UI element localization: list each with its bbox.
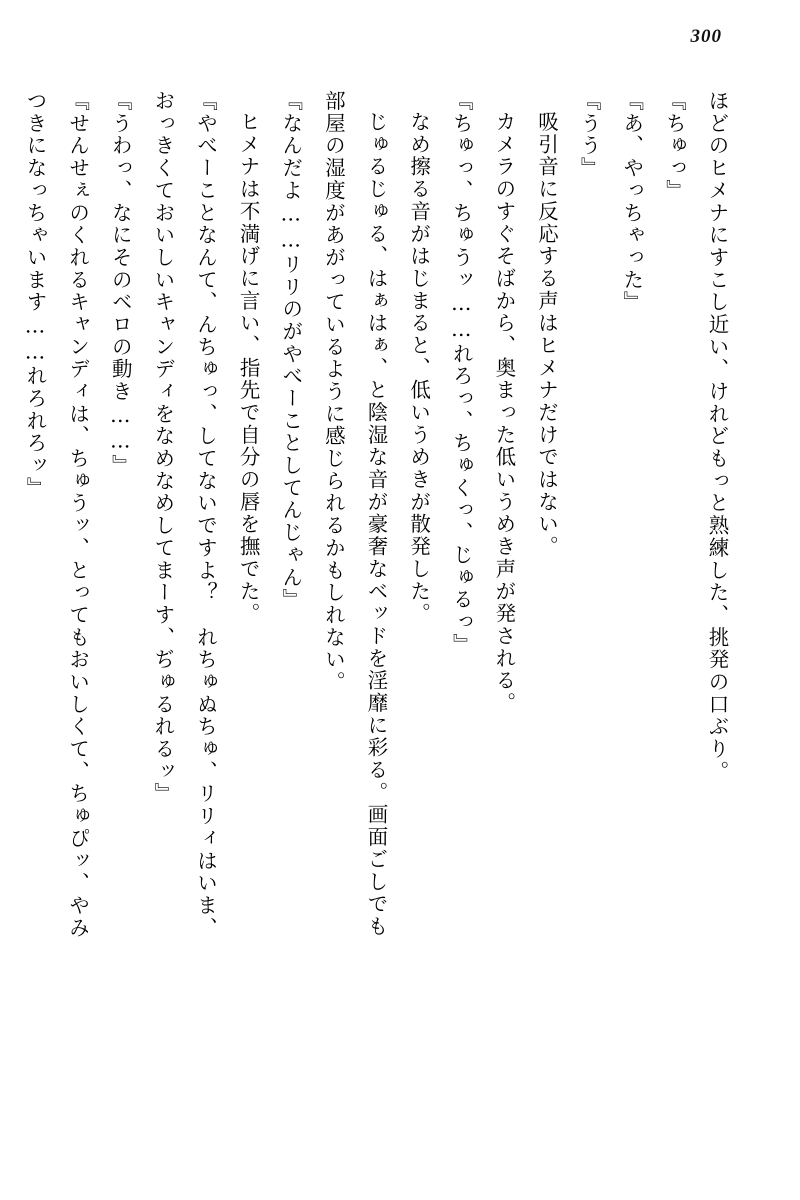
text-line: おっきくておいしいキャンディをなめなめしてまーす、ぢゅるれるッ』 [150, 90, 175, 806]
text-line: カメラのすぐそばから、奥まった低いうめき声が発される。 [491, 110, 516, 714]
text-line: じゅるじゅる、はぁはぁ、と陰湿な音が豪奢なベッドを淫靡に彩る。画面ごしでも [364, 110, 388, 938]
text-line: 『うう』 [577, 90, 602, 180]
text-line: 吸引音に反応する声はヒメナだけではない。 [534, 110, 559, 558]
text-line: 『うわっ、なにそのベロの動き……』 [108, 90, 133, 477]
text-line: 『やべーことなんて、んちゅっ、してないですよ？ れちゅぬちゅ、リリィはいま、 [193, 90, 218, 940]
text-line: 部屋の湿度があがっているように感じられるかもしれない。 [321, 90, 346, 694]
text-line: 『なんだよ……リリのがやべーことしてんじゃん』 [278, 90, 303, 611]
text-line: 『ちゅっ』 [662, 90, 687, 202]
text-line: 『せんせぇのくれるキャンディは、ちゅうッ、とってもおいしくて、ちゅぴッ、やみ [65, 90, 90, 940]
text-line: つきになっちゃいます……れろれろッ』 [23, 90, 47, 500]
text-line: ほどのヒメナにすこし近い、けれどもっと熟練した、挑発の口ぶり。 [705, 90, 729, 783]
text-line: ヒメナは不満げに言い、指先で自分の唇を撫でた。 [236, 110, 261, 625]
text-line: 『あ、やっちゃった』 [619, 90, 644, 314]
text-line: 『ちゅっ、ちゅうッ……れろっ、ちゅくっ、じゅるっ』 [449, 90, 474, 656]
page-number: 300 [690, 26, 722, 47]
vertical-text-body [23, 90, 738, 1160]
text-line: なめ擦る音がはじまると、低いうめきが散発した。 [406, 110, 431, 625]
